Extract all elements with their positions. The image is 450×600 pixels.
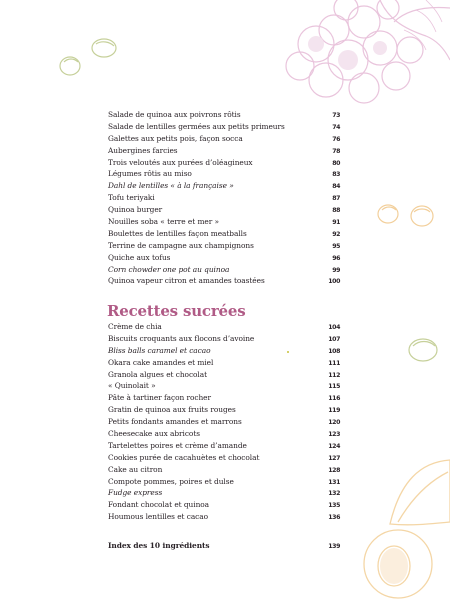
entry-page: 123	[328, 431, 340, 439]
entry-title: Nouilles soba « terre et mer »	[108, 217, 219, 227]
entry-title: Quinoa vapeur citron et amandes toastées	[108, 276, 265, 286]
toc-row[interactable]	[108, 275, 340, 287]
toc-row[interactable]	[108, 228, 340, 240]
toc-row[interactable]	[108, 452, 340, 464]
entry-page: 78	[332, 147, 340, 155]
entry-title: Cheesecake aux abricots	[108, 429, 200, 439]
entry-title: Terrine de campagne aux champignons	[108, 240, 254, 250]
entry-page: 135	[328, 502, 340, 510]
entry-page: 95	[332, 242, 340, 250]
toc-row[interactable]	[108, 180, 340, 192]
entry-title: Trois veloutés aux purées d’oléagineux	[108, 157, 253, 167]
entry-title: Pâte à tartiner façon rocher	[108, 393, 211, 403]
entry-title: Corn chowder one pot au quinoa	[108, 264, 230, 274]
entry-page: 128	[328, 466, 340, 474]
entry-title: Compote pommes, poires et dulse	[108, 476, 234, 486]
entry-page: 116	[328, 395, 340, 403]
entry-page: 91	[332, 219, 340, 227]
section-title: Recettes sucrées	[107, 302, 246, 320]
entry-page: 112	[328, 371, 340, 379]
entry-title: Bliss balls caramel et cacao	[108, 345, 211, 355]
toc-list-sweet	[108, 321, 340, 523]
entry-title: Biscuits croquants aux flocons d’avoine	[108, 333, 255, 343]
toc-row-index[interactable]	[108, 540, 340, 552]
entry-page: 120	[328, 419, 340, 427]
toc-row[interactable]	[108, 404, 340, 416]
entry-title: Gratin de quinoa aux fruits rouges	[108, 405, 236, 415]
entry-page: 99	[332, 266, 340, 274]
toc-row[interactable]	[108, 380, 340, 392]
hazelnut-middle-illustration	[404, 334, 442, 364]
toc-list-savory	[108, 109, 340, 287]
toc-row[interactable]	[108, 511, 340, 523]
entry-page: 96	[332, 254, 340, 262]
toc-row[interactable]	[108, 476, 340, 488]
entry-page: 88	[332, 207, 340, 215]
entry-title: Tartelettes poires et crème d’amande	[108, 440, 247, 450]
entry-page: 76	[332, 135, 340, 143]
entry-title: Quiche aux tofus	[108, 252, 171, 262]
toc-row[interactable]	[108, 109, 340, 121]
grapes-illustration	[276, 0, 450, 108]
entry-title: « Quinolait »	[108, 381, 156, 391]
entry-title: Crème de chia	[108, 322, 162, 331]
toc-row[interactable]	[108, 333, 340, 345]
toc-row[interactable]	[108, 487, 340, 499]
entry-page: 100	[328, 278, 340, 286]
entry-title: Salade de lentilles germées aux petits primeurs	[108, 121, 285, 131]
toc-row[interactable]	[108, 345, 340, 357]
toc-row[interactable]	[108, 240, 340, 252]
entry-page: 83	[332, 171, 340, 179]
toc-row[interactable]	[108, 145, 340, 157]
entry-title: Granola algues et chocolat	[108, 369, 208, 379]
entry-title: Boulettes de lentilles façon meatballs	[108, 228, 247, 238]
entry-title: Cake au citron	[108, 464, 163, 474]
hazelnuts-top-illustration	[58, 34, 124, 84]
entry-page: 111	[328, 359, 340, 367]
entry-title: Fudge express	[108, 488, 163, 498]
entry-page: 119	[328, 407, 340, 415]
entry-title: Okara cake amandes et miel	[108, 357, 214, 367]
entry-page: 74	[332, 123, 340, 131]
entry-title: Légumes rôtis au miso	[108, 169, 192, 179]
toc-row[interactable]	[108, 428, 340, 440]
toc-row[interactable]	[108, 369, 340, 381]
toc-row[interactable]	[108, 204, 340, 216]
entry-title: Dahl de lentilles « à la française »	[108, 181, 234, 191]
entry-page: 107	[328, 335, 340, 343]
toc-row[interactable]	[108, 157, 340, 169]
entry-page: 131	[328, 478, 340, 486]
toc-row[interactable]	[108, 499, 340, 511]
entry-title: Cookies purée de cacahuètes et chocolat	[108, 452, 260, 462]
toc-row[interactable]	[108, 216, 340, 228]
toc-row[interactable]	[108, 416, 340, 428]
entry-title: Aubergines farcies	[108, 145, 178, 155]
toc-row[interactable]	[108, 264, 340, 276]
entry-page: 108	[328, 347, 340, 355]
entry-page: 115	[328, 383, 340, 391]
entry-page: 127	[328, 454, 340, 462]
toc-row[interactable]	[108, 121, 340, 133]
toc-row[interactable]	[108, 464, 340, 476]
toc-row[interactable]	[108, 192, 340, 204]
apricot-illustration	[350, 452, 450, 600]
entry-page: 124	[328, 442, 340, 450]
entry-page: 87	[332, 195, 340, 203]
entry-title: Index des 10 ingrédients	[108, 541, 210, 550]
entry-page: 136	[328, 514, 340, 522]
nuts-right-illustration	[372, 196, 442, 236]
entry-page: 104	[328, 324, 340, 331]
entry-page: 92	[332, 230, 340, 238]
entry-title: Quinoa burger	[108, 205, 163, 215]
entry-page: 84	[332, 183, 340, 191]
entry-page: 132	[328, 490, 340, 498]
toc-row[interactable]	[108, 392, 340, 404]
toc-row[interactable]	[108, 168, 340, 180]
entry-title: Galettes aux petits pois, façon socca	[108, 133, 243, 143]
entry-title: Petits fondants amandes et marrons	[108, 417, 242, 427]
entry-page: 139	[328, 543, 340, 550]
entry-page: 80	[332, 159, 340, 167]
entry-page: 73	[332, 112, 340, 119]
toc-row[interactable]	[108, 252, 340, 264]
entry-title: Tofu teriyaki	[108, 193, 155, 203]
entry-title: Houmous lentilles et cacao	[108, 512, 209, 522]
toc-row[interactable]	[108, 133, 340, 145]
toc-row[interactable]	[108, 440, 340, 452]
toc-row[interactable]	[108, 357, 340, 369]
toc-row[interactable]	[108, 321, 340, 333]
entry-title: Salade de quinoa aux poivrons rôtis	[108, 110, 241, 119]
entry-title: Fondant chocolat et quinoa	[108, 500, 210, 510]
